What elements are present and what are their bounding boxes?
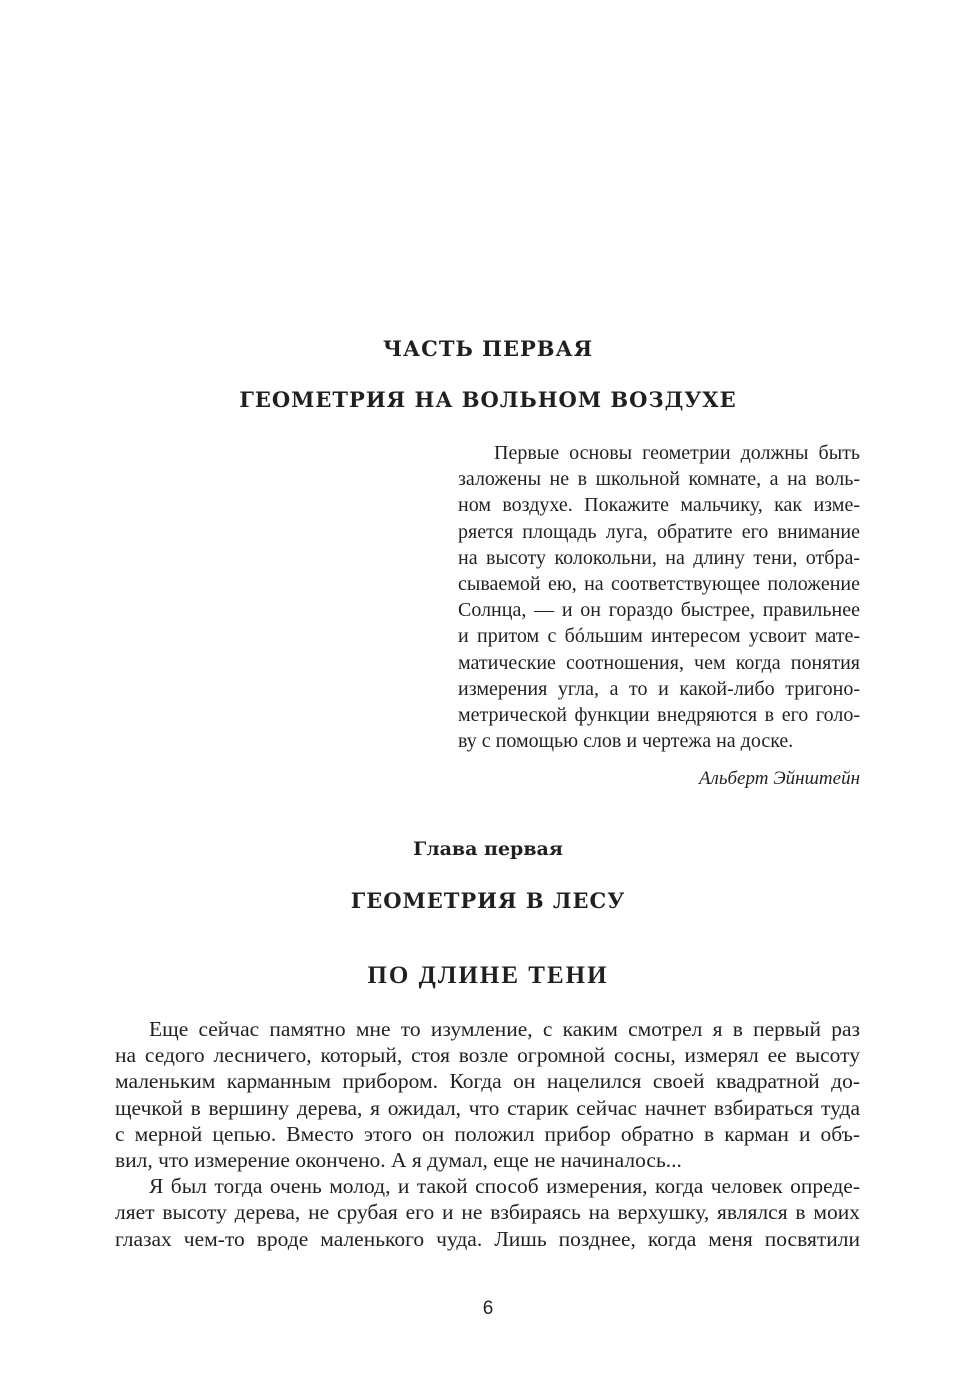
epigraph-line: ряется площадь луга, обратите его внимание <box>458 520 860 543</box>
epigraph-line: сываемой ею, на соответствующее положение <box>458 573 860 596</box>
subsection-title: ПО ДЛИНЕ ТЕНИ <box>367 962 609 989</box>
epigraph-line: заложены не в школьной комнате, а на воль- <box>458 468 860 491</box>
epigraph-line: измерения угла, а то и какой-либо тригоно- <box>458 677 860 700</box>
part-subtitle: ГЕОМЕТРИЯ НА ВОЛЬНОМ ВОЗДУХЕ <box>239 387 737 412</box>
epigraph-line: и притом с бóльшим интересом усвоит мате- <box>458 625 860 648</box>
body-line: маленьким карманным прибором. Когда он нацелился своей квадратной до- <box>115 1069 860 1094</box>
body-line: глазах чем-то вроде маленького чуда. Лишь позднее, когда меня посвятили <box>115 1226 860 1251</box>
epigraph-line: на высоту колокольни, на длину тени, отбра- <box>458 546 860 569</box>
epigraph-line: метрической функции внедряются в его голо- <box>458 704 860 727</box>
body-line: Я был тогда очень молод, и такой способ измерения, когда человек опреде- <box>149 1174 860 1199</box>
epigraph-line: ву с помощью слов и чертежа на доске. <box>458 730 794 753</box>
epigraph-line: Солнца, — и он гораздо быстрее, правильнее <box>458 599 860 622</box>
epigraph-line: Первые основы геометрии должны быть <box>494 442 860 464</box>
part-title: ЧАСТЬ ПЕРВАЯ <box>382 336 594 361</box>
body-line: вил, что измерение окончено. А я думал, еще не начиналось... <box>115 1148 682 1173</box>
body-line: с мерной цепью. Вместо этого он положил прибор обратно в карман и объ- <box>115 1121 860 1146</box>
chapter-title: ГЕОМЕТРИЯ В ЛЕСУ <box>350 888 626 913</box>
epigraph-line: матические соотношения, чем когда понятия <box>458 651 860 674</box>
body-line: на седого лесничего, который, стоя возле огромной сосны, измерял ее высоту <box>115 1043 860 1068</box>
body-line: ляет высоту дерева, не срубая его и не взбираясь на верхушку, являлся в моих <box>115 1200 860 1225</box>
page-number: 6 <box>482 1298 494 1319</box>
body-text <box>115 1016 860 1252</box>
body-line: щечкой в вершину дерева, я ожидал, что старик сейчас начнет взбираться туда <box>115 1095 860 1120</box>
chapter-label: Глава первая <box>413 838 563 860</box>
body-line: Еще сейчас памятно мне то изумление, с каким смотрел я в первый раз <box>149 1017 860 1041</box>
epigraph-line: ном воздухе. Покажите мальчику, как изме- <box>458 494 860 517</box>
epigraph <box>458 440 860 754</box>
epigraph-author: Альберт Эйнштейн <box>698 768 860 789</box>
